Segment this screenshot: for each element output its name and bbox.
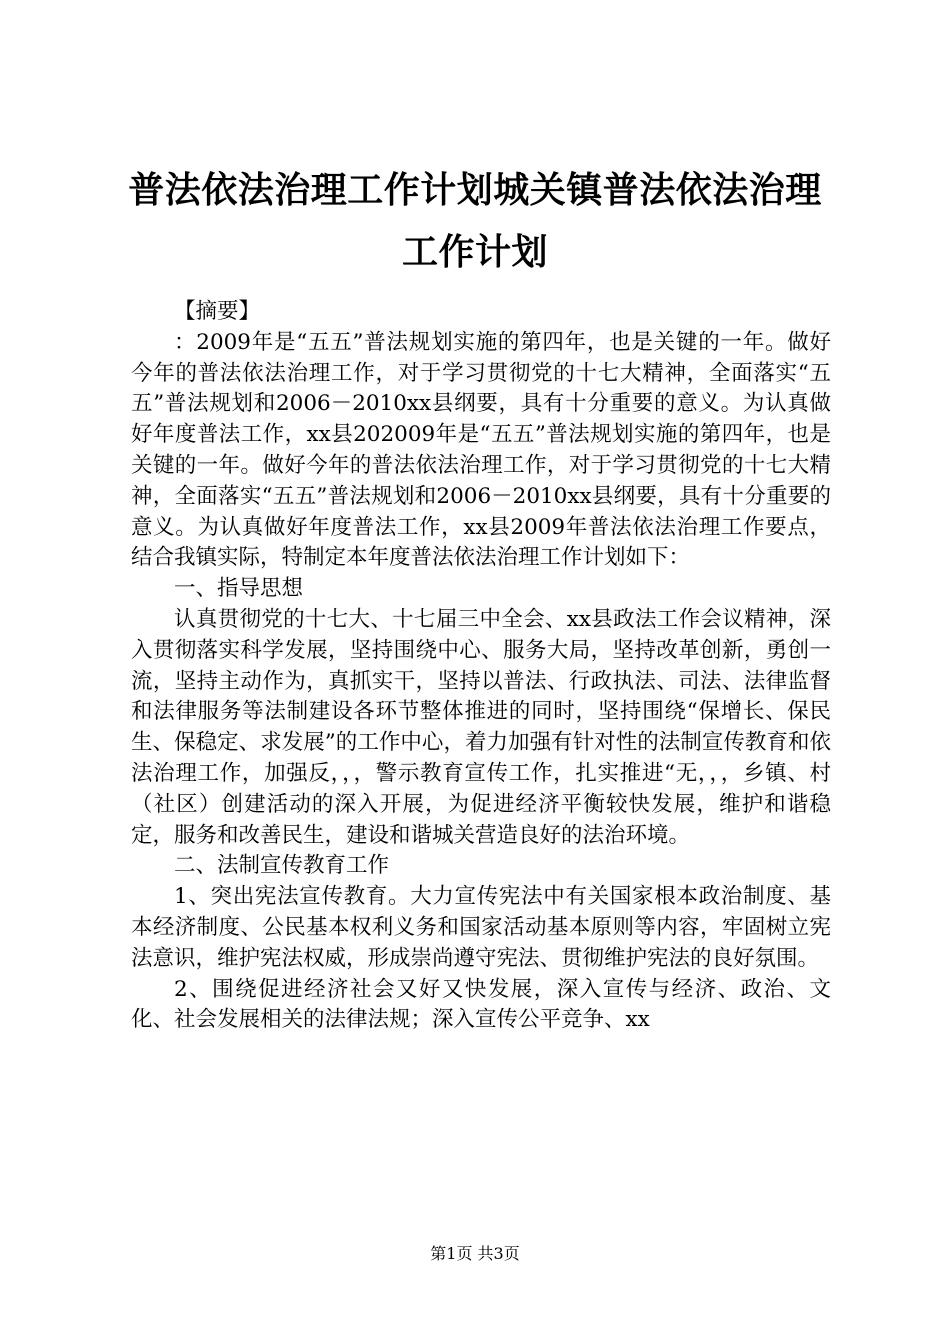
section-heading-guiding-thought: 一、指导思想 [174, 576, 304, 602]
summary-label: 【摘要】 [174, 299, 261, 324]
paragraph-constitution: 1、突出宪法宣传教育。大力宣传宪法中有关国家根本政治制度、基本经济制度、公民基本权利义务和国家活动基本原则等内容，牢固树立宪法意识，维护宪法权威，形成崇尚遵守宪法、贯彻维护宪法的良好氛围。 [131, 884, 831, 971]
document-title: 普法依法治理工作计划城关镇普法依法治理工作计划 [128, 170, 822, 273]
paragraph-guiding-thought: 认真贯彻党的十七大、十七届三中全会、xx县政法工作会议精神，深入贯彻落实科学发展，坚持围绕中心、服务大局，坚持改革创新，勇创一流，坚持主动作为，真抓实干，坚持以普法、行政执法、司法、法律监督和法律服务等法制建设各环节整体推进的同时，坚持围绕“保增长、保民生、保稳定、求发展”的工作中心，着力加强有针对性的法制宣传教育和依法治理工作，加强反，，，警示教育宣传工作，扎实推进“无，，，乡镇、村（社区）创建活动的深入开展，为促进经济平衡较快发展，维护和谐稳定，服务和改善民生，建设和谐城关营造良好的法治环境。 [131, 606, 831, 848]
section-heading-legal-education: 二、法制宣传教育工作 [174, 853, 390, 879]
paragraph-intro: ：2009年是“五五”普法规划实施的第四年，也是关键的一年。做好今年的普法依法治理工作，对于学习贯彻党的十七大精神，全面落实“五五”普法规划和2006－2010xx县纲要，具有十分重要的意义。为认真做好年度普法工作，xx县202009年是“五五”普法规划实施的第四年，也是关键的一年。做好今年的普法依法治理工作，对于学习贯彻党的十七大精神，全面落实“五五”普法规划和2006－2010xx县纲要，具有十分重要的意义。为认真做好年度普法工作，xx县2009年普法依法治理工作要点，结合我镇实际，特制定本年度普法依法治理工作计划如下： [131, 329, 831, 571]
document-body [131, 297, 831, 1036]
page-number-footer: 第1页 共3页 [430, 1244, 520, 1263]
paragraph-economic-development: 2、围绕促进经济社会又好又快发展，深入宣传与经济、政治、文化、社会发展相关的法律法规；深入宣传公平竞争、xx [131, 976, 831, 1033]
